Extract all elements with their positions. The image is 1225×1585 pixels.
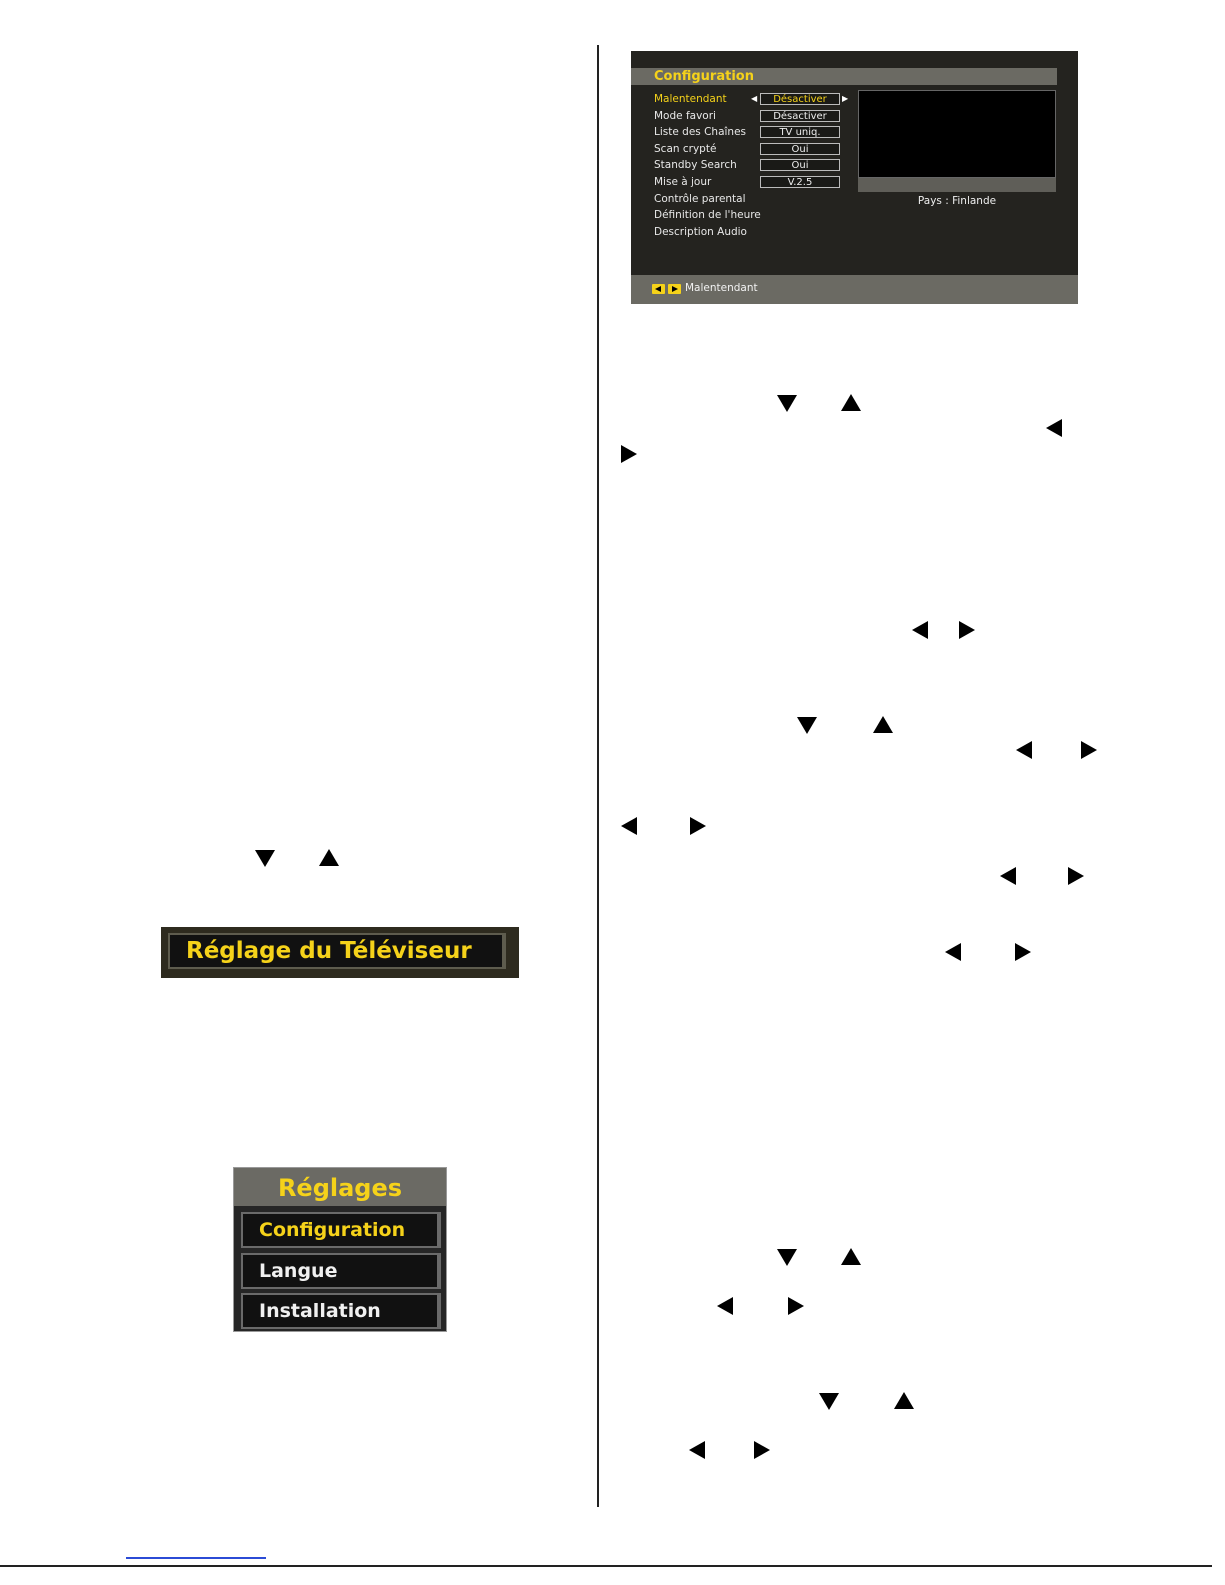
- footer-hint: Malentendant: [685, 282, 758, 294]
- arrow-down-icon: [797, 717, 817, 734]
- arrow-right-icon: [788, 1297, 804, 1315]
- config-row-label[interactable]: Scan crypté: [654, 143, 717, 155]
- settings-menu: [233, 1167, 447, 1332]
- arrow-down-icon: [777, 395, 797, 412]
- arrow-right-icon: [621, 445, 637, 463]
- arrow-left-icon: [621, 817, 637, 835]
- tv-setup-banner: [161, 927, 519, 978]
- arrow-left-icon: [912, 621, 928, 639]
- config-row-label[interactable]: Malentendant: [654, 93, 727, 105]
- config-row-label[interactable]: Mode favori: [654, 110, 716, 122]
- arrow-left-icon: [717, 1297, 733, 1315]
- arrow-up-icon: [319, 849, 339, 866]
- settings-menu-title: Réglages: [234, 1168, 446, 1206]
- arrow-left-icon: [945, 943, 961, 961]
- right-key-icon: [668, 284, 681, 294]
- footer-rule: [0, 1565, 1212, 1567]
- arrow-left-icon: [1000, 867, 1016, 885]
- arrow-right-icon: [754, 1441, 770, 1459]
- arrow-right-icon: [690, 817, 706, 835]
- arrow-left-icon: [1016, 741, 1032, 759]
- column-divider: [597, 45, 599, 1507]
- config-row-label[interactable]: Liste des Chaînes: [654, 126, 747, 138]
- configuration-screen: [631, 51, 1078, 304]
- arrow-right-icon: [1081, 741, 1097, 759]
- arrow-down-icon: [819, 1393, 839, 1410]
- arrow-right-icon: [1068, 867, 1084, 885]
- left-key-icon: [652, 284, 665, 294]
- config-row-label[interactable]: Contrôle parental: [654, 193, 746, 205]
- settings-menu-item-language[interactable]: Langue: [241, 1253, 441, 1289]
- arrow-up-icon: [841, 394, 861, 411]
- footer-link-underline: [126, 1557, 266, 1559]
- country-label: Pays : Finlande: [917, 195, 997, 207]
- preview-window: [858, 90, 1056, 178]
- arrow-left-icon: [689, 1441, 705, 1459]
- config-row-value[interactable]: Désactiver: [760, 110, 840, 122]
- configuration-title: Configuration: [631, 68, 1057, 85]
- arrow-up-icon: [841, 1248, 861, 1265]
- config-row-value[interactable]: Oui: [760, 143, 840, 155]
- arrow-up-icon: [894, 1392, 914, 1409]
- value-left-arrow-icon[interactable]: ◀: [751, 94, 758, 103]
- arrow-right-icon: [959, 621, 975, 639]
- config-row-label[interactable]: Mise à jour: [654, 176, 712, 188]
- arrow-down-icon: [777, 1249, 797, 1266]
- settings-menu-item-configuration[interactable]: Configuration: [241, 1212, 441, 1248]
- config-row-label[interactable]: Description Audio: [654, 226, 747, 238]
- configuration-footer: [631, 275, 1078, 304]
- arrow-up-icon: [873, 716, 893, 733]
- settings-menu-item-installation[interactable]: Installation: [241, 1293, 441, 1329]
- config-row-value[interactable]: V.2.5: [760, 176, 840, 188]
- arrow-down-icon: [255, 850, 275, 867]
- config-row-value[interactable]: Désactiver: [760, 93, 840, 105]
- value-right-arrow-icon[interactable]: ▶: [842, 94, 849, 103]
- arrow-right-icon: [1015, 943, 1031, 961]
- preview-info-bar: [858, 178, 1056, 192]
- config-row-label[interactable]: Définition de l'heure: [654, 209, 761, 221]
- tv-setup-label: Réglage du Téléviseur: [168, 933, 506, 969]
- config-row-value[interactable]: Oui: [760, 159, 840, 171]
- arrow-left-icon: [1046, 419, 1062, 437]
- config-row-value[interactable]: TV uniq.: [760, 126, 840, 138]
- config-row-label[interactable]: Standby Search: [654, 159, 737, 171]
